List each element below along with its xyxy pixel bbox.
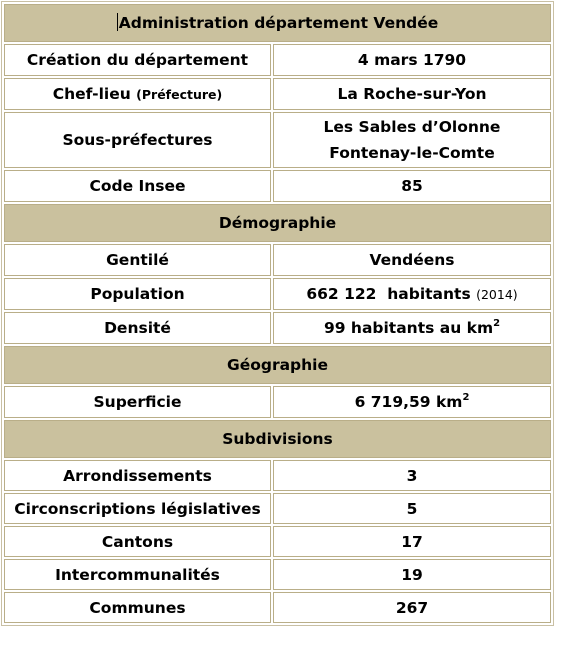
table-title-cell xyxy=(4,4,551,42)
cantons-label: Cantons xyxy=(4,526,271,557)
chef-lieu-value: La Roche-sur-Yon xyxy=(273,78,551,110)
table-row xyxy=(4,44,551,76)
table-row xyxy=(4,170,551,202)
demographie-heading: Démographie xyxy=(4,204,551,242)
superficie-value: 6 719,59 km xyxy=(354,393,463,411)
table-row xyxy=(4,312,551,344)
superficie-sup: 2 xyxy=(462,392,470,403)
table-row xyxy=(4,460,551,491)
population-year: (2014) xyxy=(476,286,518,302)
densite-value: 99 habitants au km xyxy=(323,319,494,337)
arrondissements-value: 3 xyxy=(273,460,551,491)
superficie-label: Superficie xyxy=(4,386,271,418)
intercommunalites-label: Intercommunalités xyxy=(4,559,271,590)
intercommunalites-value: 19 xyxy=(273,559,551,590)
creation-label: Création du département xyxy=(4,44,271,76)
table-row xyxy=(4,559,551,590)
densite-sup: 2 xyxy=(493,318,501,329)
table-row xyxy=(4,278,551,310)
population-value: 662 122 habitants xyxy=(306,284,471,303)
sous-prefectures-label: Sous-préfectures xyxy=(4,112,271,168)
table-row xyxy=(4,78,551,110)
table-row xyxy=(4,112,551,168)
circonscriptions-value: 5 xyxy=(273,493,551,524)
densite-value-cell xyxy=(273,312,551,344)
population-value-cell xyxy=(273,278,551,310)
chef-lieu-label: Chef-lieu xyxy=(52,84,131,103)
table-row xyxy=(4,592,551,623)
communes-value: 267 xyxy=(273,592,551,623)
subdivisions-heading: Subdivisions xyxy=(4,420,551,458)
code-insee-value: 85 xyxy=(273,170,551,202)
table-row xyxy=(4,386,551,418)
table-title: Administration département Vendée xyxy=(118,14,439,32)
circonscriptions-label: Circonscriptions législatives xyxy=(4,493,271,524)
chef-lieu-label-cell xyxy=(4,78,271,110)
sous-prefecture-1: Les Sables d’Olonne xyxy=(323,118,501,136)
chef-lieu-note: (Préfecture) xyxy=(136,86,223,102)
densite-label: Densité xyxy=(4,312,271,344)
creation-value: 4 mars 1790 xyxy=(273,44,551,76)
communes-label: Communes xyxy=(4,592,271,623)
text-cursor xyxy=(117,13,118,31)
gentile-value: Vendéens xyxy=(273,244,551,276)
gentile-label: Gentilé xyxy=(4,244,271,276)
geographie-heading: Géographie xyxy=(4,346,551,384)
sous-prefecture-2: Fontenay-le-Comte xyxy=(329,144,495,162)
superficie-value-cell xyxy=(273,386,551,418)
cantons-value: 17 xyxy=(273,526,551,557)
table-row xyxy=(4,244,551,276)
code-insee-label: Code Insee xyxy=(4,170,271,202)
department-info-table xyxy=(1,1,554,626)
population-label: Population xyxy=(4,278,271,310)
table-row xyxy=(4,493,551,524)
sous-prefectures-value-cell xyxy=(273,112,551,168)
arrondissements-label: Arrondissements xyxy=(4,460,271,491)
table-row xyxy=(4,526,551,557)
